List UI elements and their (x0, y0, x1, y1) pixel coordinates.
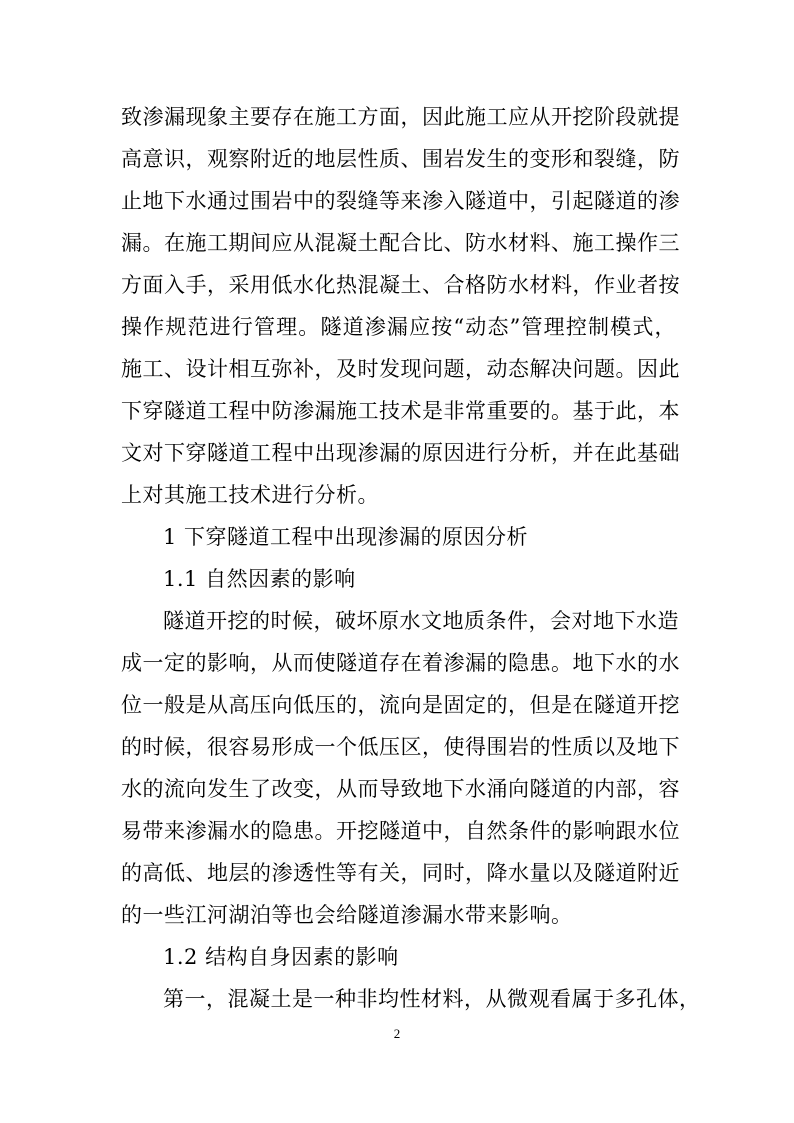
text-line-13: 隧道开挖的时候，破坏原水文地质条件，会对地下水造 (163, 609, 679, 633)
text-line-5: 方面入手，采用低水化热混凝土、合格防水材料，作业者按 (121, 273, 680, 297)
text-line-6: 操作规范进行管理。隧道渗漏应按“动态”管理控制模式， (121, 315, 676, 339)
text-line-9: 文对下穿隧道工程中出现渗漏的原因进行分析，并在此基础 (121, 441, 680, 465)
page-number: 2 (393, 1026, 401, 1041)
subsection-heading-1-1: 1.1 自然因素的影响 (163, 567, 356, 591)
text-line-15: 位一般是从高压向低压的，流向是固定的，但是在隧道开挖 (121, 693, 680, 717)
text-line-2: 高意识，观察附近的地层性质、围岩发生的变形和裂缝，防 (121, 147, 680, 171)
text-line-16: 的时候，很容易形成一个低压区，使得围岩的性质以及地下 (121, 735, 680, 759)
text-line-20: 的一些江河湖泊等也会给隧道渗漏水带来影响。 (121, 903, 573, 927)
text-line-17: 水的流向发生了改变，从而导致地下水涌向隧道的内部，容 (121, 777, 680, 801)
text-line-18: 易带来渗漏水的隐患。开挖隧道中，自然条件的影响跟水位 (121, 819, 680, 843)
subsection-heading-1-2: 1.2 结构自身因素的影响 (163, 945, 399, 969)
text-line-14: 成一定的影响，从而使隧道存在着渗漏的隐患。地下水的水 (121, 651, 680, 675)
text-line-7: 施工、设计相互弥补，及时发现问题，动态解决问题。因此 (121, 357, 680, 381)
text-line-8: 下穿隧道工程中防渗漏施工技术是非常重要的。基于此，本 (121, 399, 680, 423)
text-line-22: 第一，混凝土是一种非均性材料，从微观看属于多孔体， (163, 987, 701, 1011)
text-line-1: 致渗漏现象主要存在施工方面，因此施工应从开挖阶段就提 (121, 105, 680, 129)
text-line-3: 止地下水通过围岩中的裂缝等来渗入隧道中，引起隧道的渗 (121, 189, 680, 213)
text-line-4: 漏。在施工期间应从混凝土配合比、防水材料、施工操作三 (121, 231, 680, 255)
text-line-19: 的高低、地层的渗透性等有关，同时，降水量以及隧道附近 (121, 861, 680, 885)
text-line-10: 上对其施工技术进行分析。 (121, 483, 379, 507)
section-heading-1: 1 下穿隧道工程中出现渗漏的原因分析 (163, 525, 529, 549)
